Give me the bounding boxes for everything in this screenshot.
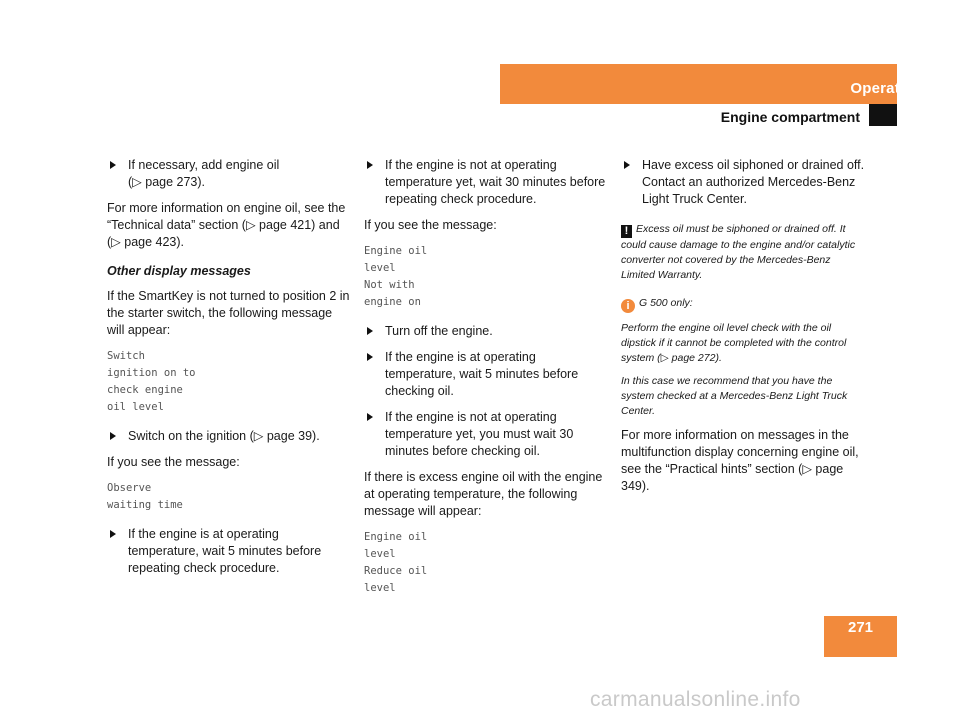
info-text: In this case we recommend that you have the system checked at a Mercedes-Benz Light Truck Center.: [621, 375, 848, 417]
bullet-text: If the engine is not at operating temperature yet, you must wait 30 minutes before checking oil.: [385, 410, 574, 458]
arrow-bullet-icon: [624, 161, 630, 169]
message-line: Engine oil: [364, 245, 428, 257]
header-band: [500, 64, 897, 104]
message-line: level: [364, 262, 396, 274]
message-line: level: [364, 582, 396, 594]
message-line: Observe: [107, 482, 152, 494]
arrow-bullet-icon: [367, 353, 373, 361]
page-number: 271: [847, 619, 874, 636]
info-title-text: G 500 only:: [639, 297, 693, 309]
bullet-item: [364, 409, 609, 460]
bullet-item: [621, 157, 866, 208]
message-line: check engine: [107, 384, 183, 396]
warning-icon: !: [621, 225, 632, 238]
message-line: engine on: [364, 296, 421, 308]
message-line: waiting time: [107, 499, 183, 511]
bullet-text: Switch on the ignition (▷ page 39).: [128, 429, 320, 443]
arrow-bullet-icon: [110, 161, 116, 169]
info-title: [621, 296, 866, 313]
bullet-text: If the engine is at operating temperature, wait 5 minutes before repeating check procedure.: [128, 527, 322, 575]
arrow-bullet-icon: [110, 530, 116, 538]
bullet-text: Turn off the engine.: [385, 324, 493, 338]
bullet-item: [364, 157, 609, 208]
watermark: carmanualsonline.info: [590, 688, 801, 711]
header-marker: [869, 104, 897, 126]
paragraph: For more information on engine oil, see the “Technical data” section (▷ page 421) and (▷ page 423).: [107, 201, 346, 249]
arrow-bullet-icon: [367, 161, 373, 169]
paragraph: If the SmartKey is not turned to position 2 in the starter switch, the following message will appear:: [107, 289, 350, 337]
bullet-item: [107, 157, 352, 191]
section-title: Operation: [850, 80, 923, 97]
message-line: level: [364, 548, 396, 560]
bullet-item: [107, 428, 352, 445]
bullet-item: [364, 323, 609, 340]
display-message: [107, 348, 352, 416]
page-reference[interactable]: (▷ page 273).: [128, 175, 206, 189]
bullet-item: [107, 526, 352, 577]
paragraph: If there is excess engine oil with the engine at operating temperature, the following message will appear:: [364, 470, 603, 518]
subsection-title: Engine compartment: [720, 109, 860, 125]
message-line: Reduce oil: [364, 565, 428, 577]
display-message: [107, 480, 352, 514]
display-message: [364, 529, 609, 597]
paragraph: If you see the message:: [364, 218, 497, 232]
message-line: Not with: [364, 279, 415, 291]
paragraph: For more information on messages in the multifunction display concerning engine oil, see the “Practical hints” section (▷ page 349).: [621, 428, 859, 493]
warning-note: [621, 222, 866, 283]
bullet-text: If the engine is not at operating temperature yet, wait 30 minutes before repeating check procedure.: [385, 158, 606, 206]
column-2: [364, 157, 609, 609]
arrow-bullet-icon: [367, 413, 373, 421]
bullet-item: [364, 349, 609, 400]
message-line: Switch: [107, 350, 145, 362]
bullet-text: Have excess oil siphoned or drained off. Contact an authorized Mercedes-Benz Light Truck Center.: [642, 158, 865, 206]
bullet-text: If the engine is at operating temperature, wait 5 minutes before checking oil.: [385, 350, 579, 398]
section-heading: Other display messages: [107, 264, 251, 278]
message-line: oil level: [107, 401, 164, 413]
warning-text: Excess oil must be siphoned or drained off. It could cause damage to the engine and/or catalytic converter not covered by the Mercedes-Benz Limited Warranty.: [621, 223, 856, 281]
paragraph: If you see the message:: [107, 455, 240, 469]
display-message: [364, 243, 609, 311]
arrow-bullet-icon: [367, 327, 373, 335]
message-line: ignition on to: [107, 367, 196, 379]
message-line: Engine oil: [364, 531, 428, 543]
info-text: Perform the engine oil level check with the oil dipstick if it cannot be completed with the control system (▷ page 272).: [621, 322, 847, 364]
column-3: [621, 157, 866, 504]
arrow-bullet-icon: [110, 432, 116, 440]
bullet-text: If necessary, add engine oil: [128, 158, 280, 172]
column-1: [107, 157, 352, 586]
info-icon: i: [621, 299, 635, 313]
